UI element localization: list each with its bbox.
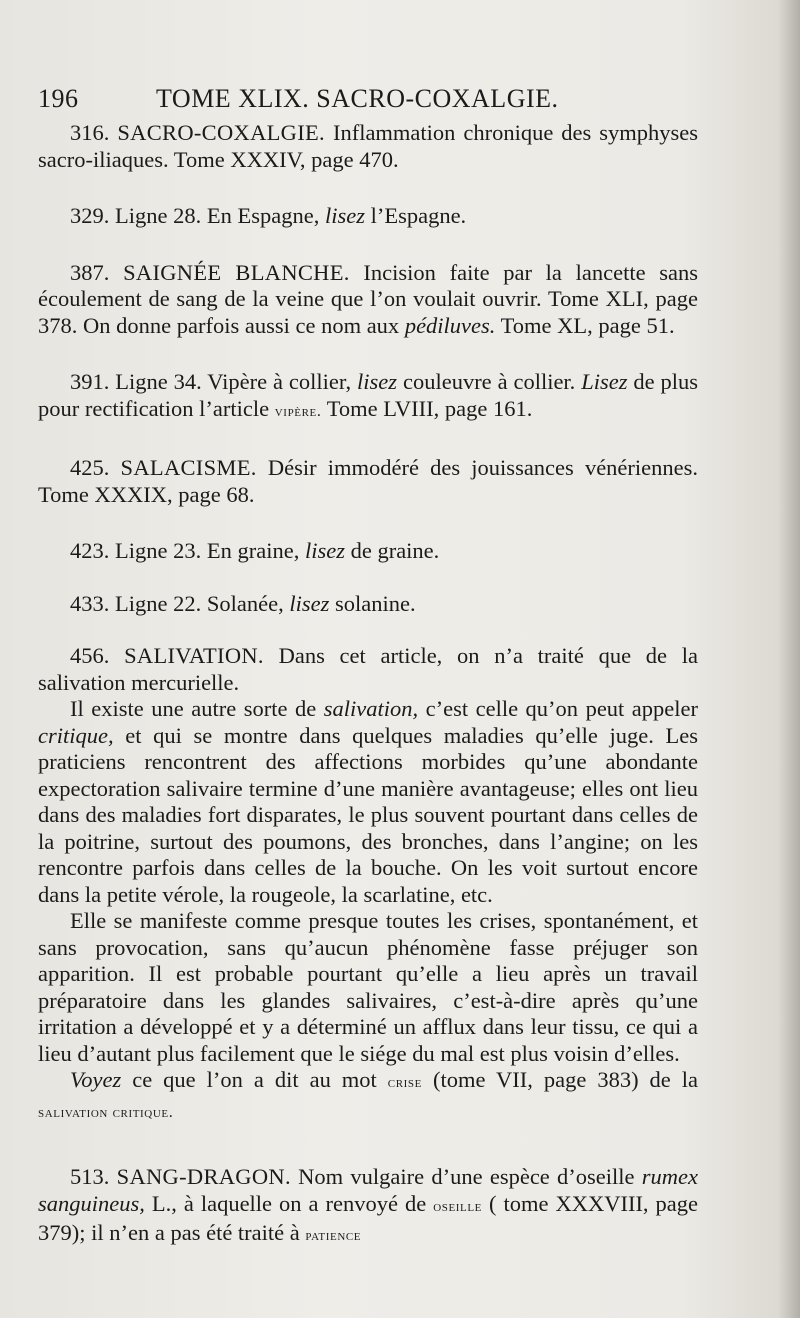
entry-italic: rumex sanguineus, [38, 1164, 699, 1216]
paragraph-text: (tome VII, page 383) de la [432, 1067, 699, 1092]
entry-text: Dans cet article, on n’a traité que de la salivation mercurielle. [38, 643, 698, 695]
entry-number: 316. [70, 120, 110, 145]
entry-513 [38, 1164, 698, 1250]
entry-small-caps: oseille [433, 1197, 482, 1215]
entry-small-caps: vipère. [274, 402, 322, 420]
entry-text: l’Espagne. [370, 203, 467, 228]
entry-text: Nom vulgaire d’une espèce d’oseille [298, 1164, 635, 1189]
entry-number: 433. [70, 590, 110, 616]
entry-text: Désir immodéré des jouissances vénériennes. Tome XXXIX, page 68. [38, 455, 699, 507]
entry-small-caps: crise [387, 1074, 422, 1091]
entry-small-caps: salivation critique. [38, 1103, 174, 1121]
entry-text: couleuvre à collier. [402, 369, 576, 394]
entry-number: 425. [70, 455, 110, 480]
running-head: TOME XLIX. SACRO-COXALGIE. [156, 84, 559, 113]
voyez-italic: Voyez [70, 1067, 122, 1092]
lisez-italic: Lisez [581, 369, 628, 394]
entry-329 [38, 203, 698, 230]
entry-small-caps: patience [305, 1227, 362, 1244]
paragraph-text: Il existe une autre sorte de [70, 696, 317, 721]
entry-text: Tome XL, page 51. [500, 312, 675, 338]
paragraph-text: c’est celle qu’on peut appeler [425, 696, 699, 721]
entry-433 [38, 591, 698, 618]
page-content [38, 84, 698, 1250]
entry-text: Ligne 34. Vipère à collier, [115, 369, 352, 394]
entry-number: 513. [70, 1164, 110, 1189]
paragraph-text: et qui se montre dans quelques maladies qu’elle juge. Les praticiens rencontrent des affections morbides qu’une abondante expectoration salivaire termine d’une manière avantageuse; elles ont lieu dans des maladies fort disparates, le plus souvent pourtant dans celles de la poitrine, surtout des poumons, des bronches, dans l’angine; on les rencontre parfois dans celles de la bouche. On les voit surtout encore dans la petite vérole, la rougeole, la scarlatine, etc. [38, 722, 698, 907]
entry-number: 391. [70, 369, 110, 394]
entry-456 [38, 643, 698, 696]
entry-italic: pédiluves. [404, 312, 496, 338]
entry-number: 329. [70, 203, 110, 228]
entry-423 [38, 538, 698, 565]
lisez-italic: lisez [324, 203, 365, 228]
entry-text: Inflammation chronique des symphyses sacro-iliaques. Tome XXXIV, page 470. [38, 120, 699, 172]
page-number: 196 [38, 84, 79, 113]
paragraph-text: ce que l’on a dit au mot [132, 1067, 377, 1092]
lisez-italic: lisez [289, 590, 330, 616]
lisez-italic: lisez [357, 369, 398, 394]
entry-number: 387. [70, 259, 110, 285]
entry-425 [38, 455, 698, 508]
entry-text: ( tome XXXVIII, page 379); il n’en a pas été traité à [38, 1190, 699, 1245]
entry-text: Tome LVIII, page 161. [326, 395, 533, 421]
entry-number: 456. [70, 643, 110, 668]
lisez-italic: lisez [304, 538, 345, 563]
entry-456-paragraph-4 [38, 1067, 698, 1126]
entry-text: de graine. [350, 538, 440, 563]
entry-text: Ligne 22. Solanée, [115, 590, 284, 616]
entry-headword: SALACISME. [120, 455, 257, 480]
entry-italic: critique, [38, 722, 114, 748]
entry-text: Incision faite par la lancette sans écoulement de sang de la veine que l’on voulait ouvrir. Tome XLI, page 378. On donne parfois aussi ce nom aux [38, 259, 699, 338]
entry-text: Ligne 23. En graine, [115, 538, 300, 563]
page-binding-shadow [778, 0, 800, 1318]
entry-456-paragraph-2 [38, 696, 698, 908]
entry-headword: SAIGNÉE BLANCHE. [123, 259, 350, 285]
entry-391 [38, 369, 698, 425]
entry-headword: SANG-DRAGON. [116, 1164, 291, 1189]
entry-text: solanine. [334, 590, 416, 616]
entry-316 [38, 120, 698, 173]
page-header [38, 84, 698, 120]
entry-text: L., à laquelle on a renvoyé de [151, 1190, 427, 1216]
entry-456-paragraph-3: Elle se manifeste comme presque toutes les crises, spontanément, et sans provocation, sans qu’aucun phénomène fasse préjuger son apparition. Il est probable pourtant qu’elle a lieu après un travail préparatoire dans les glandes salivaires, c’est-à-dire après qu’une irritation a développé et y a déterminé un afflux dans leur tissu, ce qui a lieu d’autant plus facilement que le siége du mal est plus voisin d’elles. [38, 908, 698, 1066]
entry-text: Ligne 28. En Espagne, [115, 203, 320, 228]
entry-italic: salivation, [323, 696, 419, 721]
entry-headword: SACRO-COXALGIE. [117, 120, 325, 145]
entry-text: de plus pour rectification l’article [38, 369, 699, 421]
entry-number: 423. [70, 538, 110, 563]
entry-headword: SALIVATION. [124, 643, 264, 668]
entry-387 [38, 260, 698, 340]
